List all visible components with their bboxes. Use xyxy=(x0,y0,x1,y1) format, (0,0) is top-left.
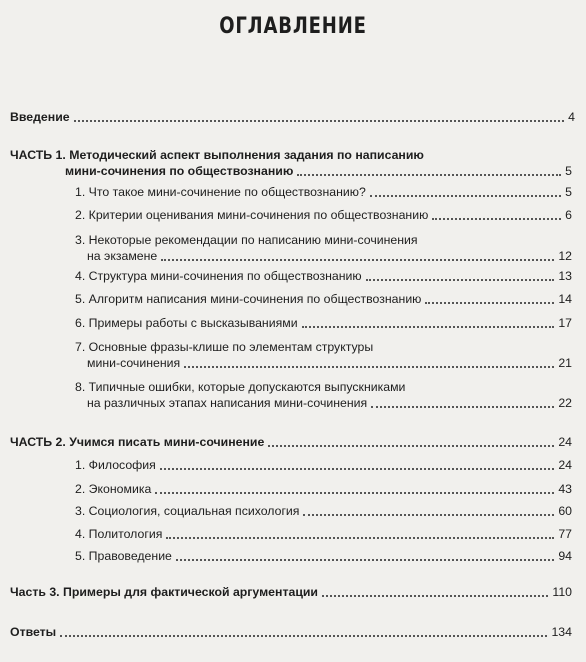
page-number: 77 xyxy=(558,527,572,541)
toc-entry-2-4 xyxy=(75,526,572,542)
entry-label-line1: ЧАСТЬ 1. Методический аспект выполнения задания по написанию xyxy=(10,148,424,162)
toc-entry-1-4 xyxy=(75,268,572,284)
page-number: 24 xyxy=(558,435,572,449)
dot-leader xyxy=(166,537,554,539)
dot-leader xyxy=(176,559,554,561)
dot-leader xyxy=(155,492,554,494)
dot-leader xyxy=(268,445,554,447)
toc-entry-part-1 xyxy=(10,147,572,179)
entry-label: 5. Правоведение xyxy=(75,549,172,563)
dot-leader xyxy=(322,595,548,597)
entry-label: 2. Критерии оценивания мини-сочинения по обществознанию xyxy=(75,208,429,222)
page-number: 60 xyxy=(558,504,572,518)
entry-label: Ответы xyxy=(10,625,57,639)
toc-entry-1-5 xyxy=(75,291,572,307)
page-title: ОГЛАВЛЕНИЕ xyxy=(219,14,367,39)
entry-label: мини-сочинения xyxy=(87,356,181,370)
page-number: 12 xyxy=(558,249,572,263)
page-number: 24 xyxy=(558,458,572,472)
entry-label: мини-сочинения по обществознанию xyxy=(65,164,294,178)
page-number: 110 xyxy=(552,585,572,599)
entry-label-line1: 7. Основные фразы-клише по элементам структуры xyxy=(75,340,374,354)
dot-leader xyxy=(432,218,561,220)
dot-leader xyxy=(370,195,561,197)
dot-leader xyxy=(160,468,555,470)
toc-entry-2-3 xyxy=(75,503,572,519)
entry-label: 3. Социология, социальная психология xyxy=(75,504,300,518)
dot-leader xyxy=(371,406,554,408)
entry-label-line1: 3. Некоторые рекомендации по написанию мини-сочинения xyxy=(75,233,418,247)
page-number: 6 xyxy=(565,208,572,222)
dot-leader xyxy=(425,302,554,304)
dot-leader xyxy=(60,635,547,637)
page-number: 134 xyxy=(551,625,572,639)
page-number: 43 xyxy=(558,482,572,496)
dot-leader xyxy=(303,514,554,516)
entry-label: 5. Алгоритм написания мини-сочинения по обществознанию xyxy=(75,292,422,306)
page-number: 22 xyxy=(558,396,572,410)
page-number: 5 xyxy=(565,164,572,178)
toc-entry-part-3 xyxy=(10,584,572,600)
entry-label-line1: 8. Типичные ошибки, которые допускаются выпускниками xyxy=(75,380,406,394)
toc-entry-1-3 xyxy=(75,232,572,264)
page-number: 5 xyxy=(565,185,572,199)
dot-leader xyxy=(302,326,555,328)
entry-label: 1. Философия xyxy=(75,458,156,472)
toc-entry-answers xyxy=(10,624,572,640)
entry-label: 4. Структура мини-сочинения по обществознанию xyxy=(75,269,362,283)
toc-entry-2-1 xyxy=(75,457,572,473)
dot-leader xyxy=(161,259,554,261)
dot-leader xyxy=(74,120,565,122)
entry-label: Часть 3. Примеры для фактической аргументации xyxy=(10,585,318,599)
toc-entry-1-1 xyxy=(75,184,572,200)
entry-label: 4. Политология xyxy=(75,527,163,541)
toc-entry-introduction xyxy=(10,109,575,125)
entry-label: Введение xyxy=(10,110,70,124)
toc-entry-1-2 xyxy=(75,207,572,223)
dot-leader xyxy=(366,279,555,281)
page-number: 13 xyxy=(558,269,572,283)
toc-entry-part-2 xyxy=(10,434,572,450)
page-number: 4 xyxy=(568,110,575,124)
page-number: 21 xyxy=(558,356,572,370)
entry-label: 2. Экономика xyxy=(75,482,152,496)
entry-label: 1. Что такое мини-сочинение по обществознанию? xyxy=(75,185,366,199)
page-number: 94 xyxy=(558,549,572,563)
toc-entry-1-8 xyxy=(75,379,572,411)
toc-entry-1-6 xyxy=(75,315,572,331)
toc-entry-1-7 xyxy=(75,339,572,371)
dot-leader xyxy=(297,174,561,176)
dot-leader xyxy=(184,366,554,368)
entry-label: на экзамене xyxy=(87,249,158,263)
toc-entry-2-2 xyxy=(75,481,572,497)
page-number: 14 xyxy=(558,292,572,306)
toc-entry-2-5 xyxy=(75,548,572,564)
entry-label: 6. Примеры работы с высказываниями xyxy=(75,316,298,330)
page-number: 17 xyxy=(558,316,572,330)
entry-label: на различных этапах написания мини-сочинения xyxy=(87,396,368,410)
entry-label: ЧАСТЬ 2. Учимся писать мини-сочинение xyxy=(10,435,265,449)
